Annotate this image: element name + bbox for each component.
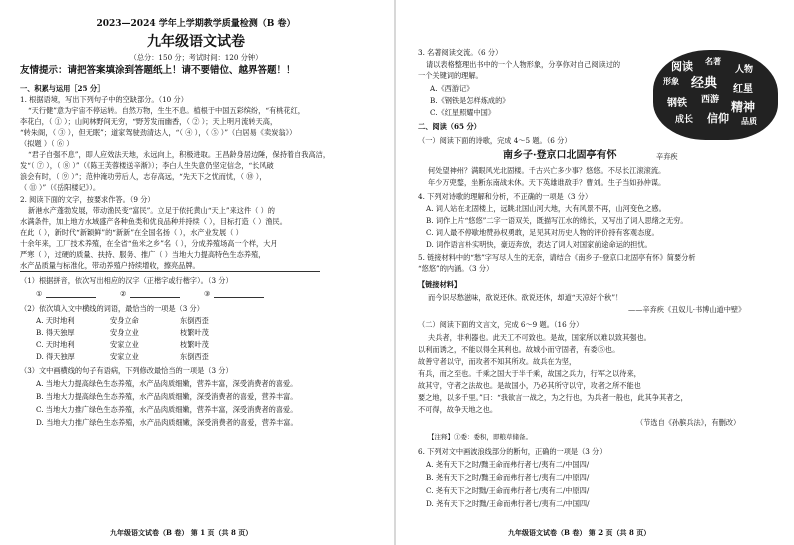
option-word: 安家立业 (110, 352, 139, 361)
option: A. 当地大力提高绿色生态养殖，水产品肉质细嫩，营养丰富，深受消费者的喜爱。 (36, 379, 298, 388)
option-label: B. 得天独厚 (36, 328, 75, 337)
option: B.《钢铁是怎样炼成的》 (430, 96, 510, 105)
option: B. 词作上片“悠悠”二字一语双关，既描写江水的绵长，又写出了词人思绪之无穷。 (426, 216, 688, 225)
q3-intro: 一个关键词的理解。 (418, 71, 483, 80)
q1-line: 浪会有时，（ ⑨ ）”；范仲淹功劳后人，志存高远，“先天下之忧而忧，（ ⑩ ）， (20, 172, 267, 181)
option: D. 尧有天下之时黜/王命而弗行者七/夷有二/中国四/ (426, 499, 590, 508)
word-cloud-word: 人物 (735, 65, 754, 75)
poem-line: 何处望神州？满眼风光北固楼。千古兴亡多少事？悠悠。不尽长江滚滚流。 (428, 166, 666, 175)
q1-line: 发“（ ⑦ ），（ ⑧ ）”（《陈王芙蓉楼送辛渐》）；李白人生失意仍坚定信念，“长风破 (20, 161, 274, 170)
q4-prompt: 4. 下列对诗歌的理解和分析，不正确的一项是（3 分） (418, 192, 593, 201)
word-cloud-word: 信仰 (707, 112, 729, 125)
word-cloud-word: 形象 (663, 77, 679, 86)
word-cloud-word: 精神 (731, 100, 756, 114)
page-footer: 九年级语文试卷（B 卷） 第 1 页（共 8 页） (110, 528, 253, 537)
blank-label: ② (120, 289, 127, 298)
link-material-source: ——辛弃疾《丑奴儿·书博山道中壁》 (628, 305, 746, 314)
word-cloud-word: 红星 (733, 84, 753, 95)
part-2-prompt: （二）阅读下面的文言文，完成 6～9 题。（16 分） (418, 320, 584, 329)
option-word: 枝繁叶茂 (180, 340, 209, 349)
option: D. 当地大力推广绿色生态养殖，水产品肉质细嫩，深受消费者的喜爱，营养丰富。 (36, 418, 298, 427)
q2-passage-line: 水满条件，加上地方水域盛产各种鱼类和优良品种并持续（ ），目标打造（ ）渔民。 (20, 217, 287, 226)
poem-title: 南乡子·登京口北固亭有怀 (503, 150, 617, 161)
option: D. 词作语言朴实明快，豪迈奔放，表达了词人对国家前途命运的担忧。 (426, 240, 652, 249)
blank-label: ① (36, 289, 43, 298)
option-word: 东倒西歪 (180, 352, 209, 361)
q1-line: “天行健”意为宇宙不停运转。自然万物，生生不息。植根于中国五彩缤纷，“有桃花红， (28, 106, 305, 115)
q6-prompt: 6. 下列对文中画波浪线部分的断句，正确的一项是（3 分） (418, 447, 607, 456)
q2-1-prompt: （1）根据拼音，依次写出相应的汉字（正楷字或行楷字）。（3 分） (20, 276, 233, 285)
option: C.《红星照耀中国》 (430, 108, 496, 117)
word-cloud-head-image (653, 50, 778, 140)
answer-blank (46, 297, 96, 298)
word-cloud-word: 钢铁 (667, 98, 687, 109)
classical-line: 故善守者以守，而攻者不知其所攻。故兵在为坚， (418, 357, 577, 366)
q3-intro: 请以表格整理出书中的一个人物形象，分享你对自己阅读过的 (426, 60, 621, 69)
classical-line: 不可得，故争天地之也。 (418, 405, 498, 414)
exam-header-line: 2023—2024 学年上学期教学质量检测（B 卷） (96, 19, 296, 29)
q5-prompt: 5. 链接材料中的“愁”字写尽人生的无奈，请结合《南乡子·登京口北固亭有怀》简要分析 (418, 253, 696, 262)
notice-text: 友情提示：请把答案填涂到答题纸上！请不要错位、越界答题！！ (20, 65, 296, 76)
page-footer: 九年级语文试卷（B 卷） 第 2 页（共 8 页） (508, 528, 651, 537)
page-1 (0, 0, 392, 545)
q1-line: （拟题 ）（ ⑥ ） (20, 139, 74, 148)
word-cloud-word: 经典 (691, 76, 718, 91)
option: C. 尧有天下之时黜/王命而弗行者七/夷有二/中原四/ (426, 486, 590, 495)
option: C. 当地大力推广绿色生态养殖，水产品肉质细嫩，营养丰富，深受消费者的喜爱。 (36, 405, 298, 414)
q1-line: “君子自强不息”，即人应效法天地，永远向上，积极进取。王昌龄身居边陲，保持着自我高洁， (28, 150, 331, 159)
q2-passage-line: 新港水产蓬勃发展，带动渔民变“富民”。立足于依托黄山“天上”来这件（ ）的 (28, 206, 275, 215)
page-fold (394, 0, 396, 545)
q5-prompt-cont: “悠悠”的内涵。（3 分） (418, 264, 494, 273)
q1-prompt: 1. 根据语境，写出下列句子中的空缺部分。（10 分） (20, 95, 188, 104)
link-material-title: 【链接材料】 (418, 280, 462, 289)
q1-line: （ ⑪ ）”（《岳阳楼记》）。 (20, 183, 101, 192)
q3-prompt: 3. 名著阅读交流。（6 分） (418, 48, 503, 57)
option-label: C. 天时地利 (36, 340, 75, 349)
option-label: A. 天时地利 (36, 316, 75, 325)
option-word: 安家立业 (110, 340, 139, 349)
part-1-prompt: （一）阅读下面的诗歌，完成 4～5 题。（6 分） (418, 136, 572, 145)
option-word: 枝繁叶茂 (180, 328, 209, 337)
blank-label: ③ (204, 289, 211, 298)
poem-line: 年少万兜鍪，坐断东南战未休。天下英雄谁敌手？曹刘。生子当如孙仲谋。 (428, 178, 666, 187)
q2-3-prompt: （3）文中画横线的句子有语病，下列修改最恰当的一项是（3 分） (20, 366, 233, 375)
option-word: 东倒西歪 (180, 316, 209, 325)
q2-prompt: 2. 阅读下面的文字，按要求作答。（9 分） (20, 195, 155, 204)
section-2-heading: 二、阅读（65 分） (418, 122, 481, 131)
page-title: 九年级语文试卷 (147, 34, 245, 50)
classical-source: （节选自《孙膑兵法》，有删改） (636, 418, 741, 427)
q2-2-prompt: （2）依次填入文中横线的词语，最恰当的一项是（3 分） (20, 304, 204, 313)
classical-line: 故其守，守者之法故也。是故国小，乃必其所守以守，攻者之所不能也 (418, 381, 641, 390)
q1-line: 李花白，（ ① ）；山间林野间无穷，“野芳发而幽香，（ ② ）；天上明月流转天高， (20, 117, 278, 126)
poem-author: 辛弃疾 (656, 152, 678, 161)
word-cloud-word: 品质 (741, 117, 757, 126)
option: A.《西游记》 (430, 84, 474, 93)
section-1-heading: 一、积累与运用［25 分］ (20, 84, 105, 93)
word-cloud-word: 阅读 (671, 60, 693, 73)
q2-passage-line: 水产品质量与标准化，带动养殖户持续增收，擦亮品牌。 (20, 261, 200, 270)
q2-passage-line: 严寒（ ），过硬的质量、扶持、服务、推广（ ）当地大力提高特色生态养殖， (20, 250, 266, 259)
classical-line: 有兵，而之至也。千乘之国大于半千乘，故国之兵力，行军之以待来， (418, 369, 641, 378)
q2-passage-line: 十余年来，工厂技术养殖，在全省“鱼米之乡”名（ ），分成养殖场高一个样，大月 (20, 239, 278, 248)
underline (20, 271, 320, 272)
annotation-note: 【注释】①委：委积，即粮草储备。 (428, 433, 532, 441)
word-cloud-word: 名著 (705, 57, 721, 66)
link-material-text: 而今识尽愁滋味，欲说还休。欲说还休，却道“天凉好个秋”！ (428, 293, 623, 302)
word-cloud-word: 成长 (675, 115, 694, 125)
q2-passage-line: 在此（ ），新时代“新颖鲜”的“新新”在全国名扬（ ），水产业发展（ ） (20, 228, 243, 237)
option: B. 尧有天下之时/黜王命而弗行者七/夷有二/中原四/ (426, 473, 590, 482)
answer-blank (214, 297, 264, 298)
option: B. 当地大力提高绿色生态养殖，水产品肉质细嫩，深受消费者的喜爱，营养丰富。 (36, 392, 298, 401)
option-label: D. 得天独厚 (36, 352, 75, 361)
option-word: 安身立命 (110, 316, 139, 325)
exam-subtitle: （总分：150 分；考试时间：120 分钟） (129, 53, 263, 62)
classical-line: 夫兵者，非利器也。此天工不可致也。是故，国家所以难以致其强也。 (428, 333, 651, 342)
q1-line: “转朱阁，（ ③ ），但无眠”；道家驾驶劲清达人，“（ ④ ），（ ⑤ ）”（白居易《卖炭翁》） (20, 128, 297, 137)
option: A. 词人站在北固楼上，远眺北国山河大地，大有风景不再，山河变色之感。 (426, 204, 666, 213)
classical-line: 要之地，以多千里。”曰：“我欲言一战之，为之行也，为兵者一般也，此其争其者之， (418, 393, 688, 402)
option: C. 词人最不停歇地赞孙权勇敢，足见其对历史人物的评价持有客观态度。 (426, 228, 659, 237)
word-cloud-word: 西游 (701, 95, 720, 105)
classical-line: 以利而诱之，不能以得全其利也。故城小而守固者，有委⑤也。 (418, 345, 620, 354)
answer-blank (130, 297, 180, 298)
option-word: 安身立业 (110, 328, 139, 337)
option: A. 尧有天下之时/黜王命而弗行者七/夷有二/中国四/ (426, 460, 590, 469)
page-2 (398, 0, 794, 545)
